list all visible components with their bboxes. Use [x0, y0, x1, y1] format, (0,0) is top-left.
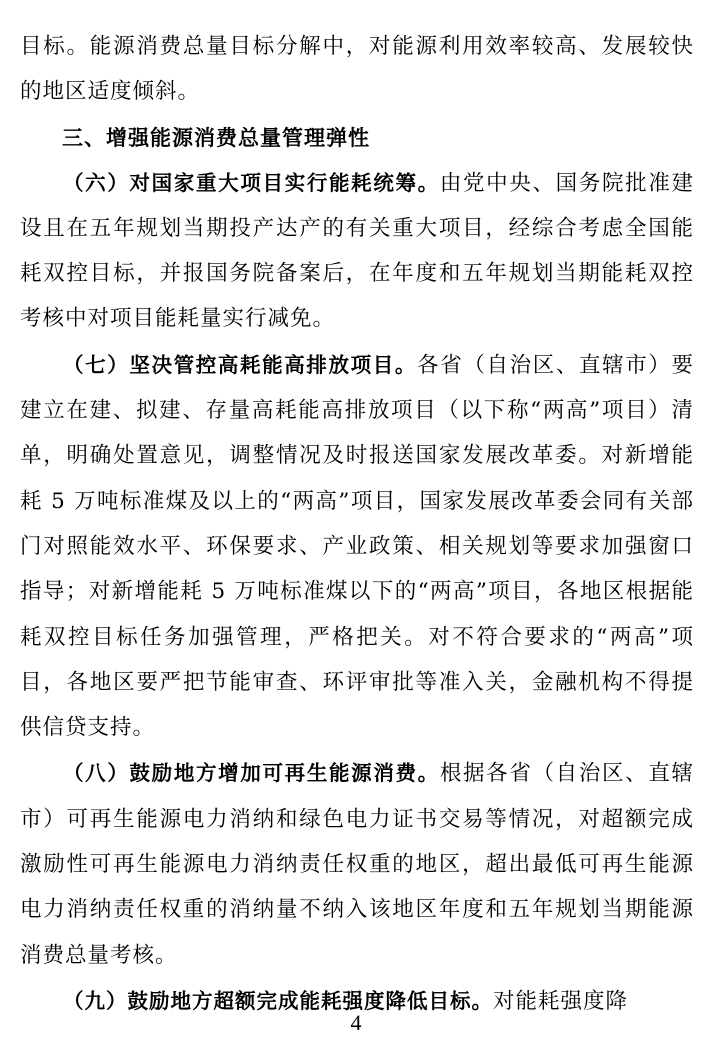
paragraph-lead: （七）坚决管控高耗能高排放项目。: [63, 352, 418, 377]
paragraph-item-7: [20, 343, 694, 751]
paragraph-text: 各省（自治区、直辖市）要建立在建、拟建、存量高耗能高排放项目（以下称“两高”项目）清单，明确处置意见，调整情况及时报送国家发展改革委。对新增能耗 5 万吨标准煤及以上的“两高”项目，国家发展改革委会同有关部门对照能效水平、环保要求、产业政策、相关规划等要求加强窗口指导；对新增能耗 5 万吨标准煤以下的“两高”项目，各地区根据能耗双控目标任务加强管理，严格把关。对不符合要求的“两高”项目，各地区要严把节能审查、环评审批等准入关，金融机构不得提供信贷支持。: [20, 352, 694, 741]
paragraph-text: 目标。能源消费总量目标分解中，对能源利用效率较高、发展较快的地区适度倾斜。: [20, 34, 694, 105]
section-heading: 三、增强能源消费总量管理弹性: [62, 125, 370, 150]
paragraph-item-6: [20, 161, 694, 342]
paragraph-lead: （八）鼓励地方增加可再生能源消费。: [63, 761, 440, 786]
paragraph-lead: （九）鼓励地方超额完成能耗强度降低目标。: [63, 988, 493, 1013]
paragraph-text: 由党中央、国务院批准建设且在五年规划当期投产达产的有关重大项目，经综合考虑全国能耗双控目标，并报国务院备案后，在年度和五年规划当期能耗双控考核中对项目能耗量实行减免。: [20, 170, 694, 332]
paragraph-lead: （六）对国家重大项目实行能耗统筹。: [63, 170, 440, 195]
paragraph-text: 对能耗强度降: [493, 988, 629, 1014]
paragraph-item-8: [20, 751, 694, 977]
page-number: 4: [350, 1010, 362, 1035]
paragraph-text: 根据各省（自治区、直辖市）可再生能源电力消纳和绿色电力证书交易等情况，对超额完成激励性可再生能源电力消纳责任权重的地区，超出最低可再生能源电力消纳责任权重的消纳量不纳入该地区年度和五年规划当期能源消费总量考核。: [20, 761, 694, 968]
paragraph-continued: [20, 24, 694, 115]
